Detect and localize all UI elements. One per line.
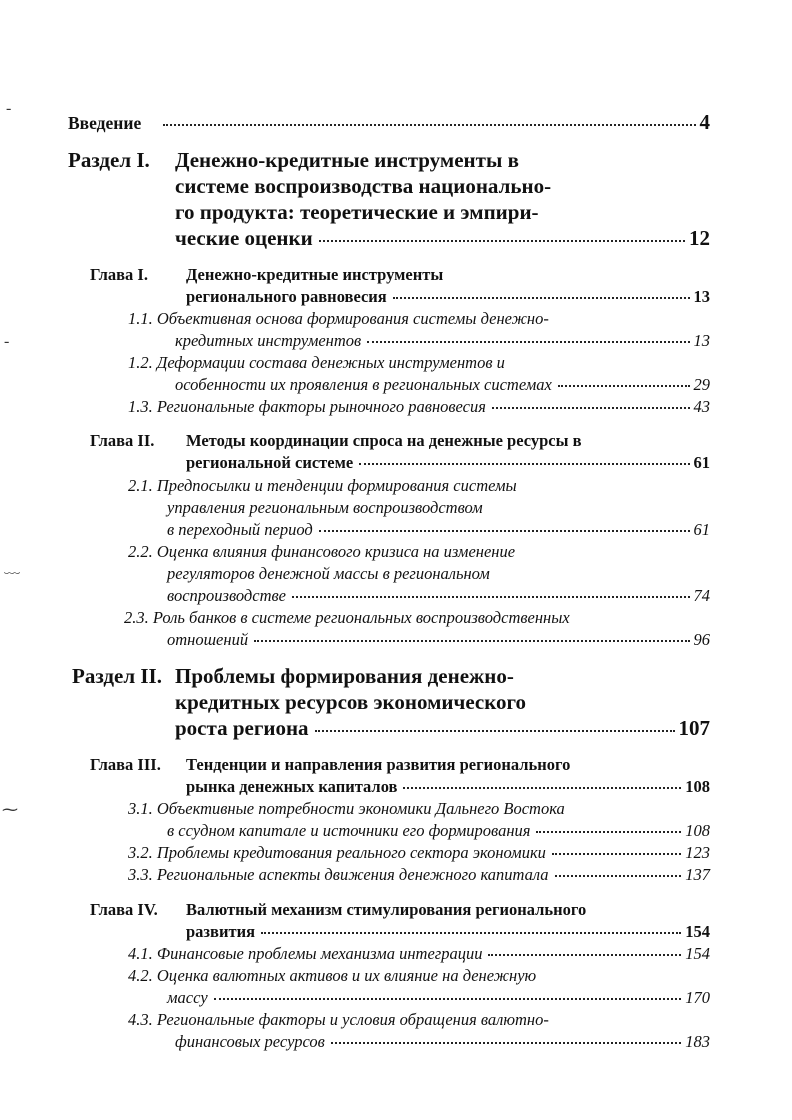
- page-number: 29: [693, 375, 710, 394]
- dot-leader: [367, 341, 689, 343]
- page-number: 183: [685, 1032, 710, 1051]
- toc-item-3-1-line: 3.1. Объективные потребности экономики Дальнего Востока: [128, 799, 565, 818]
- toc-item-text: воспроизводстве: [167, 586, 287, 605]
- toc-item-1-2[interactable]: [175, 375, 710, 395]
- toc-item-2-2[interactable]: [167, 586, 710, 606]
- toc-item-text: кредитных инструментов: [175, 331, 362, 350]
- page-number: 61: [693, 453, 710, 472]
- page-number: 43: [693, 397, 710, 416]
- toc-item-3-1[interactable]: [167, 821, 710, 841]
- intro-label: Введение: [68, 113, 142, 133]
- toc-item-text: 4.1. Финансовые проблемы механизма интеграции: [128, 944, 483, 963]
- scan-mark: ‐: [6, 100, 12, 117]
- toc-item-4-3[interactable]: [175, 1032, 710, 1052]
- toc-item-4-1[interactable]: [128, 944, 710, 964]
- dot-leader: [331, 1042, 681, 1044]
- toc-item-1-1-line: 1.1. Объективная основа формирования системы денежно-: [128, 309, 549, 328]
- toc-item-4-2-line: 4.2. Оценка валютных активов и их влияние на денежную: [128, 966, 537, 985]
- toc-item-1-3[interactable]: [128, 397, 710, 417]
- dot-leader: [319, 240, 685, 242]
- dot-leader: [292, 596, 689, 598]
- dot-leader: [536, 831, 681, 833]
- toc-item-text: 3.3. Региональные аспекты движения денежного капитала: [128, 865, 549, 884]
- chapter-1-title-line: Денежно-кредитные инструменты: [186, 265, 444, 284]
- page-number: 12: [689, 226, 710, 250]
- dot-leader: [261, 932, 681, 934]
- toc-item-text: 1.3. Региональные факторы рыночного равновесия: [128, 397, 486, 416]
- toc-item-text: 3.2. Проблемы кредитования реального сектора экономики: [128, 843, 546, 862]
- toc-item-1-2-line: 1.2. Деформации состава денежных инструментов и: [128, 353, 505, 372]
- toc-chapter-3[interactable]: [186, 777, 710, 797]
- page-number: 96: [693, 630, 710, 649]
- chapter-1-label: Глава I.: [90, 265, 148, 284]
- toc-item-2-1[interactable]: [167, 520, 710, 540]
- chapter-2-label: Глава II.: [90, 431, 155, 450]
- toc-item-2-1-line: 2.1. Предпосылки и тенденции формирования системы: [128, 476, 517, 495]
- toc-item-2-3-line: 2.3. Роль банков в системе региональных воспроизводственных: [124, 608, 570, 627]
- chapter-4-title-line: Валютный механизм стимулирования регионального: [186, 900, 587, 919]
- dot-leader: [393, 297, 690, 299]
- dot-leader: [315, 730, 675, 732]
- page-number: 108: [685, 777, 710, 796]
- toc-item-2-1-line: управления региональным воспроизводством: [167, 498, 483, 517]
- chapter-4-title-line: развития: [186, 922, 256, 941]
- page-number: 4: [699, 110, 710, 134]
- scan-mark: ﹋: [4, 573, 21, 590]
- page-number: 74: [693, 586, 710, 605]
- toc-item-4-2[interactable]: [167, 988, 710, 1008]
- dot-leader: [359, 463, 689, 465]
- toc-item-2-2-line: регуляторов денежной массы в региональном: [167, 564, 490, 583]
- toc-item-text: массу: [167, 988, 208, 1007]
- dot-leader: [558, 385, 690, 387]
- chapter-2-title-line: Методы координации спроса на денежные ресурсы в: [186, 431, 582, 450]
- scan-mark: ‐: [4, 333, 10, 350]
- toc-chapter-2[interactable]: [186, 453, 710, 473]
- section-2-title-line: Проблемы формирования денежно-: [175, 664, 514, 688]
- chapter-3-title-line: Тенденции и направления развития регионального: [186, 755, 571, 774]
- toc-item-3-3[interactable]: [128, 865, 710, 885]
- section-1-title-line: Денежно-кредитные инструменты в: [175, 148, 519, 172]
- dot-leader: [254, 640, 689, 642]
- page-number: 154: [685, 944, 710, 963]
- toc-item-text: отношений: [167, 630, 249, 649]
- dot-leader: [555, 875, 682, 877]
- toc-item-4-3-line: 4.3. Региональные факторы и условия обращения валютно-: [128, 1010, 549, 1029]
- section-1-title-line: го продукта: теоретические и эмпири-: [175, 200, 539, 224]
- section-1-title-line: системе воспроизводства национально-: [175, 174, 552, 198]
- page-number: 13: [693, 287, 710, 306]
- chapter-4-label: Глава IV.: [90, 900, 158, 919]
- toc-chapter-4[interactable]: [186, 922, 710, 942]
- dot-leader: [552, 853, 681, 855]
- chapter-3-title-line: рынка денежных капиталов: [186, 777, 398, 796]
- chapter-1-title-line: регионального равновесия: [186, 287, 387, 306]
- section-1-title-line: ческие оценки: [175, 226, 313, 250]
- toc-item-2-2-line: 2.2. Оценка влияния финансового кризиса на изменение: [128, 542, 516, 561]
- dot-leader: [214, 998, 682, 1000]
- dot-leader: [488, 954, 681, 956]
- section-2-label: Раздел II.: [72, 664, 162, 688]
- toc-section-1[interactable]: [175, 226, 710, 251]
- dot-leader: [163, 124, 695, 126]
- toc-item-text: в ссудном капитале и источники его формирования: [167, 821, 531, 840]
- page-number: 61: [693, 520, 710, 539]
- section-2-title-line: кредитных ресурсов экономического: [175, 690, 527, 714]
- toc-item-1-1[interactable]: [175, 331, 710, 351]
- toc-intro[interactable]: [68, 110, 710, 135]
- toc-section-2[interactable]: [175, 716, 710, 741]
- dot-leader: [403, 787, 681, 789]
- page-number: 137: [685, 865, 710, 884]
- page-number: 13: [693, 331, 710, 350]
- page-number: 108: [685, 821, 710, 840]
- scan-mark: ⁓: [2, 802, 18, 819]
- chapter-2-title-line: региональной системе: [186, 453, 354, 472]
- dot-leader: [319, 530, 690, 532]
- section-2-title-line: роста региона: [175, 716, 309, 740]
- page-number: 170: [685, 988, 710, 1007]
- toc-item-text: финансовых ресурсов: [175, 1032, 325, 1051]
- section-1-label: Раздел I.: [68, 148, 150, 172]
- toc-item-3-2[interactable]: [128, 843, 710, 863]
- toc-item-text: особенности их проявления в региональных системах: [175, 375, 552, 394]
- dot-leader: [492, 407, 690, 409]
- toc-item-2-3[interactable]: [167, 630, 710, 650]
- toc-item-text: в переходный период: [167, 520, 313, 539]
- page-number: 123: [685, 843, 710, 862]
- page-number: 154: [685, 922, 710, 941]
- chapter-3-label: Глава III.: [90, 755, 161, 774]
- page-number: 107: [678, 716, 710, 740]
- toc-chapter-1[interactable]: [186, 287, 710, 307]
